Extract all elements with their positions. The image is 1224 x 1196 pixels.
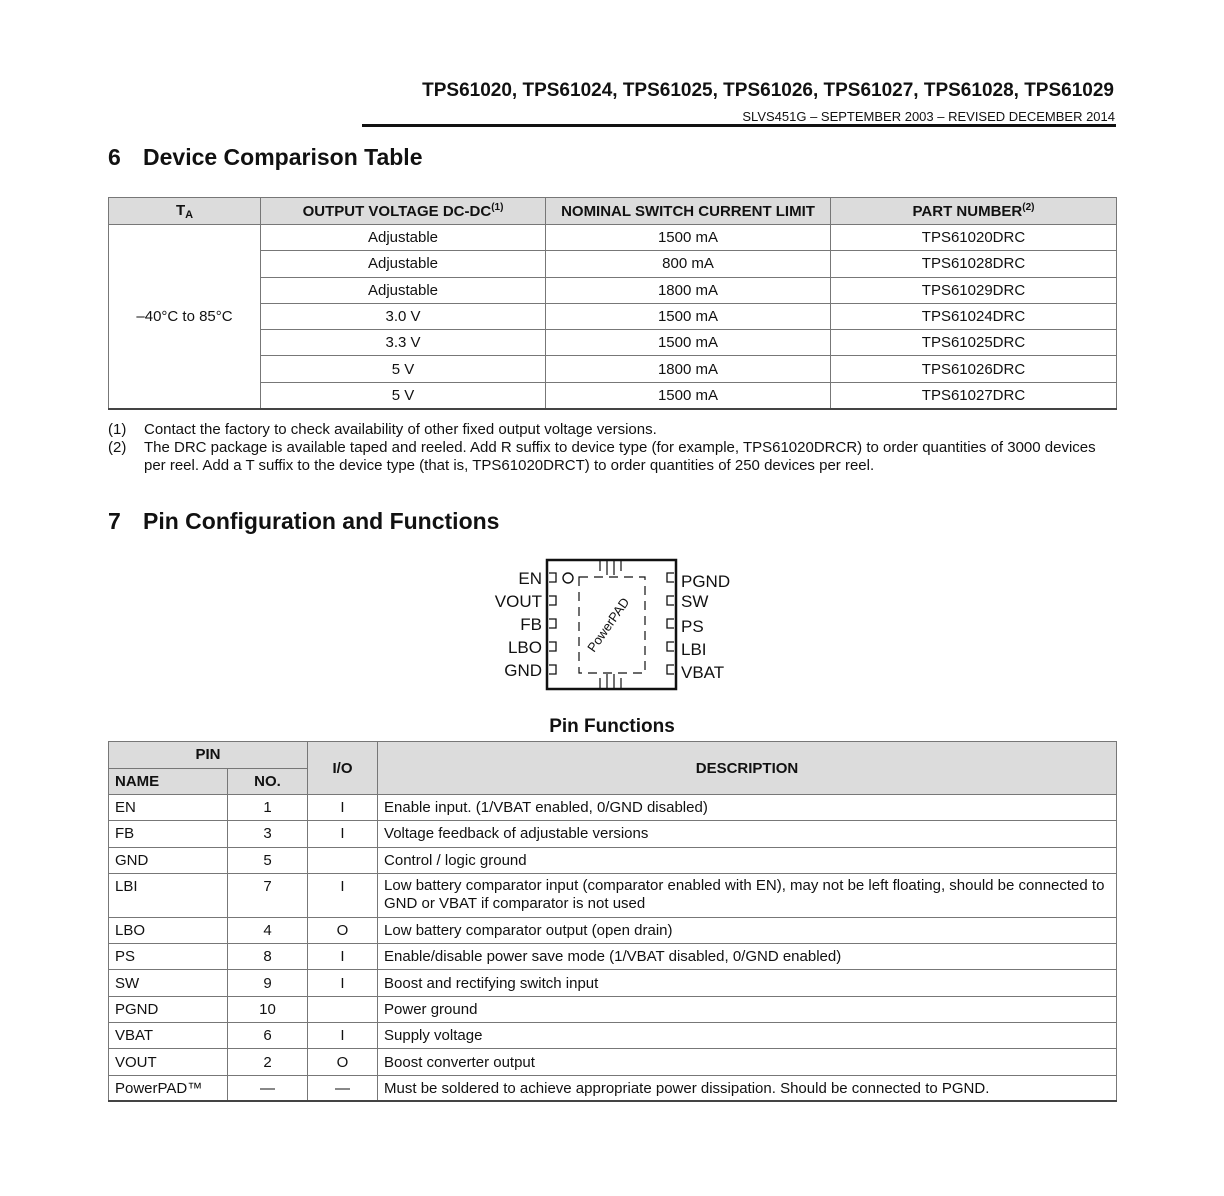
table-row <box>109 225 1117 251</box>
pin-name-cell: FB <box>109 821 228 847</box>
pin-name-cell: PowerPAD™ <box>109 1075 228 1101</box>
device-comparison-table <box>108 197 1117 410</box>
table-row <box>109 251 1117 277</box>
table-row <box>109 356 1117 382</box>
pin-name-cell: GND <box>109 847 228 873</box>
pin-label-gnd: GND <box>504 661 542 680</box>
pin-no-cell: 8 <box>228 944 308 970</box>
io-header: I/O <box>308 742 378 795</box>
table-row <box>109 996 1117 1022</box>
part-cell: TPS61025DRC <box>831 330 1117 356</box>
voltage-cell: 3.3 V <box>261 330 546 356</box>
section-6-heading <box>108 144 423 171</box>
part-cell: TPS61024DRC <box>831 303 1117 329</box>
table-row <box>109 821 1117 847</box>
pin-desc-cell: Supply voltage <box>378 1023 1117 1049</box>
pin-name-cell: LBI <box>109 873 228 917</box>
output-voltage-header <box>261 198 546 225</box>
note-2 <box>108 439 1116 475</box>
pin-no-cell: 4 <box>228 917 308 943</box>
pin-functions-table <box>108 741 1117 1102</box>
voltage-cell: 3.0 V <box>261 303 546 329</box>
pin-no-cell: 9 <box>228 970 308 996</box>
note-1 <box>108 421 1116 439</box>
pin-io-cell: I <box>308 1023 378 1049</box>
section-6-title: Device Comparison Table <box>143 144 423 170</box>
table-notes <box>108 421 1116 475</box>
name-header: NAME <box>109 768 228 795</box>
table-row <box>109 1023 1117 1049</box>
pin-no-cell: 3 <box>228 821 308 847</box>
table-row <box>109 795 1117 821</box>
pin-header: PIN <box>109 742 308 769</box>
voltage-cell: Adjustable <box>261 277 546 303</box>
header-title: TPS61020, TPS61024, TPS61025, TPS61026, TPS61027, TPS61028, TPS61029 <box>422 80 1114 101</box>
pin-name-cell: PS <box>109 944 228 970</box>
pin-io-cell: I <box>308 970 378 996</box>
pin-io-cell <box>308 996 378 1022</box>
current-cell: 1500 mA <box>546 382 831 408</box>
current-cell: 800 mA <box>546 251 831 277</box>
pin-label-pgnd: PGND <box>681 572 731 591</box>
pin-label-lbo: LBO <box>507 638 542 657</box>
pin-name-cell: VOUT <box>109 1049 228 1075</box>
current-cell: 1500 mA <box>546 303 831 329</box>
voltage-cell: Adjustable <box>261 225 546 251</box>
table-row <box>109 873 1117 917</box>
pin-no-cell: 5 <box>228 847 308 873</box>
header-subtitle: SLVS451G – SEPTEMBER 2003 – REVISED DECEMBER 2014 <box>742 109 1115 124</box>
header-rule <box>362 124 1116 127</box>
pin-desc-cell: Boost converter output <box>378 1049 1117 1075</box>
pin-desc-cell: Low battery comparator output (open drain) <box>378 917 1117 943</box>
pin-desc-cell: Must be soldered to achieve appropriate power dissipation. Should be connected to PGND. <box>378 1075 1117 1101</box>
table-row <box>109 917 1117 943</box>
part-cell: TPS61028DRC <box>831 251 1117 277</box>
table-row <box>109 847 1117 873</box>
pin-name-cell: SW <box>109 970 228 996</box>
table-row <box>109 970 1117 996</box>
pin-io-cell: I <box>308 873 378 917</box>
section-7-heading <box>108 508 499 535</box>
current-cell: 1800 mA <box>546 277 831 303</box>
note-text: Contact the factory to check availability of other fixed output voltage versions. <box>144 421 657 438</box>
note-label: (2) <box>108 439 127 456</box>
pin-name-cell: PGND <box>109 996 228 1022</box>
table-header-row <box>109 742 1117 769</box>
pin-no-cell: 2 <box>228 1049 308 1075</box>
footnote-ref: (2) <box>1022 202 1035 213</box>
section-6-number: 6 <box>108 144 121 170</box>
right-pin-pads <box>667 573 674 674</box>
pin-label-sw: SW <box>681 592 709 611</box>
part-number-header <box>831 198 1117 225</box>
pin-desc-cell: Boost and rectifying switch input <box>378 970 1117 996</box>
pin-no-cell: — <box>228 1075 308 1101</box>
table-row <box>109 1075 1117 1101</box>
pin-label-vout: VOUT <box>494 592 542 611</box>
part-number-label: PART NUMBER <box>912 203 1023 220</box>
left-pin-pads <box>549 573 556 674</box>
ta-header <box>109 198 261 225</box>
voltage-cell: 5 V <box>261 382 546 408</box>
pin-desc-cell: Voltage feedback of adjustable versions <box>378 821 1117 847</box>
pin-io-cell <box>308 847 378 873</box>
pin-no-cell: 7 <box>228 873 308 917</box>
pin-desc-cell: Enable input. (1/VBAT enabled, 0/GND disabled) <box>378 795 1117 821</box>
pin-io-cell: O <box>308 1049 378 1075</box>
package-drawing <box>487 557 747 697</box>
pin-io-cell: O <box>308 917 378 943</box>
pin-no-cell: 6 <box>228 1023 308 1049</box>
table-row <box>109 277 1117 303</box>
pin-no-cell: 1 <box>228 795 308 821</box>
pin-name-cell: LBO <box>109 917 228 943</box>
section-7-number: 7 <box>108 508 121 534</box>
pin-io-cell: I <box>308 944 378 970</box>
powerpad-label: PowerPAD <box>584 594 633 655</box>
footnote-ref: (1) <box>491 202 504 213</box>
current-cell: 1800 mA <box>546 356 831 382</box>
pin1-marker <box>563 573 573 583</box>
section-7-title: Pin Configuration and Functions <box>143 508 500 534</box>
part-cell: TPS61027DRC <box>831 382 1117 408</box>
pin-desc-cell: Control / logic ground <box>378 847 1117 873</box>
pin-label-vbat: VBAT <box>681 663 725 682</box>
pin-io-cell: I <box>308 795 378 821</box>
table-row <box>109 330 1117 356</box>
table-row <box>109 944 1117 970</box>
table-row <box>109 1049 1117 1075</box>
note-text: The DRC package is available taped and reeled. Add R suffix to device type (for example, TPS61020DRCR) to order quantities of 3000 devices per reel. Add a T suffix to the device type (that is, TPS61020DRCT) to order quantities of 250 devices per reel. <box>144 439 1096 474</box>
pin-label-ps: PS <box>681 617 704 636</box>
pin-functions-caption: Pin Functions <box>549 716 675 737</box>
part-cell: TPS61020DRC <box>831 225 1117 251</box>
ta-subscript: A <box>185 208 194 221</box>
current-cell: 1500 mA <box>546 225 831 251</box>
voltage-cell: Adjustable <box>261 251 546 277</box>
table-header-row <box>109 198 1117 225</box>
current-limit-header: NOMINAL SWITCH CURRENT LIMIT <box>546 198 831 225</box>
output-voltage-label: OUTPUT VOLTAGE DC-DC <box>302 203 492 220</box>
pin-io-cell: I <box>308 821 378 847</box>
note-label: (1) <box>108 421 127 438</box>
part-cell: TPS61029DRC <box>831 277 1117 303</box>
part-cell: TPS61026DRC <box>831 356 1117 382</box>
no-header: NO. <box>228 768 308 795</box>
pin-name-cell: EN <box>109 795 228 821</box>
pin-desc-cell: Power ground <box>378 996 1117 1022</box>
pin-desc-cell: Low battery comparator input (comparator enabled with EN), may not be left floating, should be connected to GND or VBAT if comparator is not used <box>378 873 1117 917</box>
ta-label: T <box>175 201 186 219</box>
table-row <box>109 303 1117 329</box>
table-row <box>109 382 1117 408</box>
pin-label-en: EN <box>518 569 542 588</box>
pin-no-cell: 10 <box>228 996 308 1022</box>
pin-label-lbi: LBI <box>681 640 707 659</box>
pin-io-cell: — <box>308 1075 378 1101</box>
temp-range-cell: –40°C to 85°C <box>109 225 261 409</box>
description-header: DESCRIPTION <box>378 742 1117 795</box>
pin-desc-cell: Enable/disable power save mode (1/VBAT disabled, 0/GND enabled) <box>378 944 1117 970</box>
pinout-diagram <box>487 557 747 697</box>
pin-label-fb: FB <box>520 615 542 634</box>
voltage-cell: 5 V <box>261 356 546 382</box>
pin-name-cell: VBAT <box>109 1023 228 1049</box>
current-cell: 1500 mA <box>546 330 831 356</box>
